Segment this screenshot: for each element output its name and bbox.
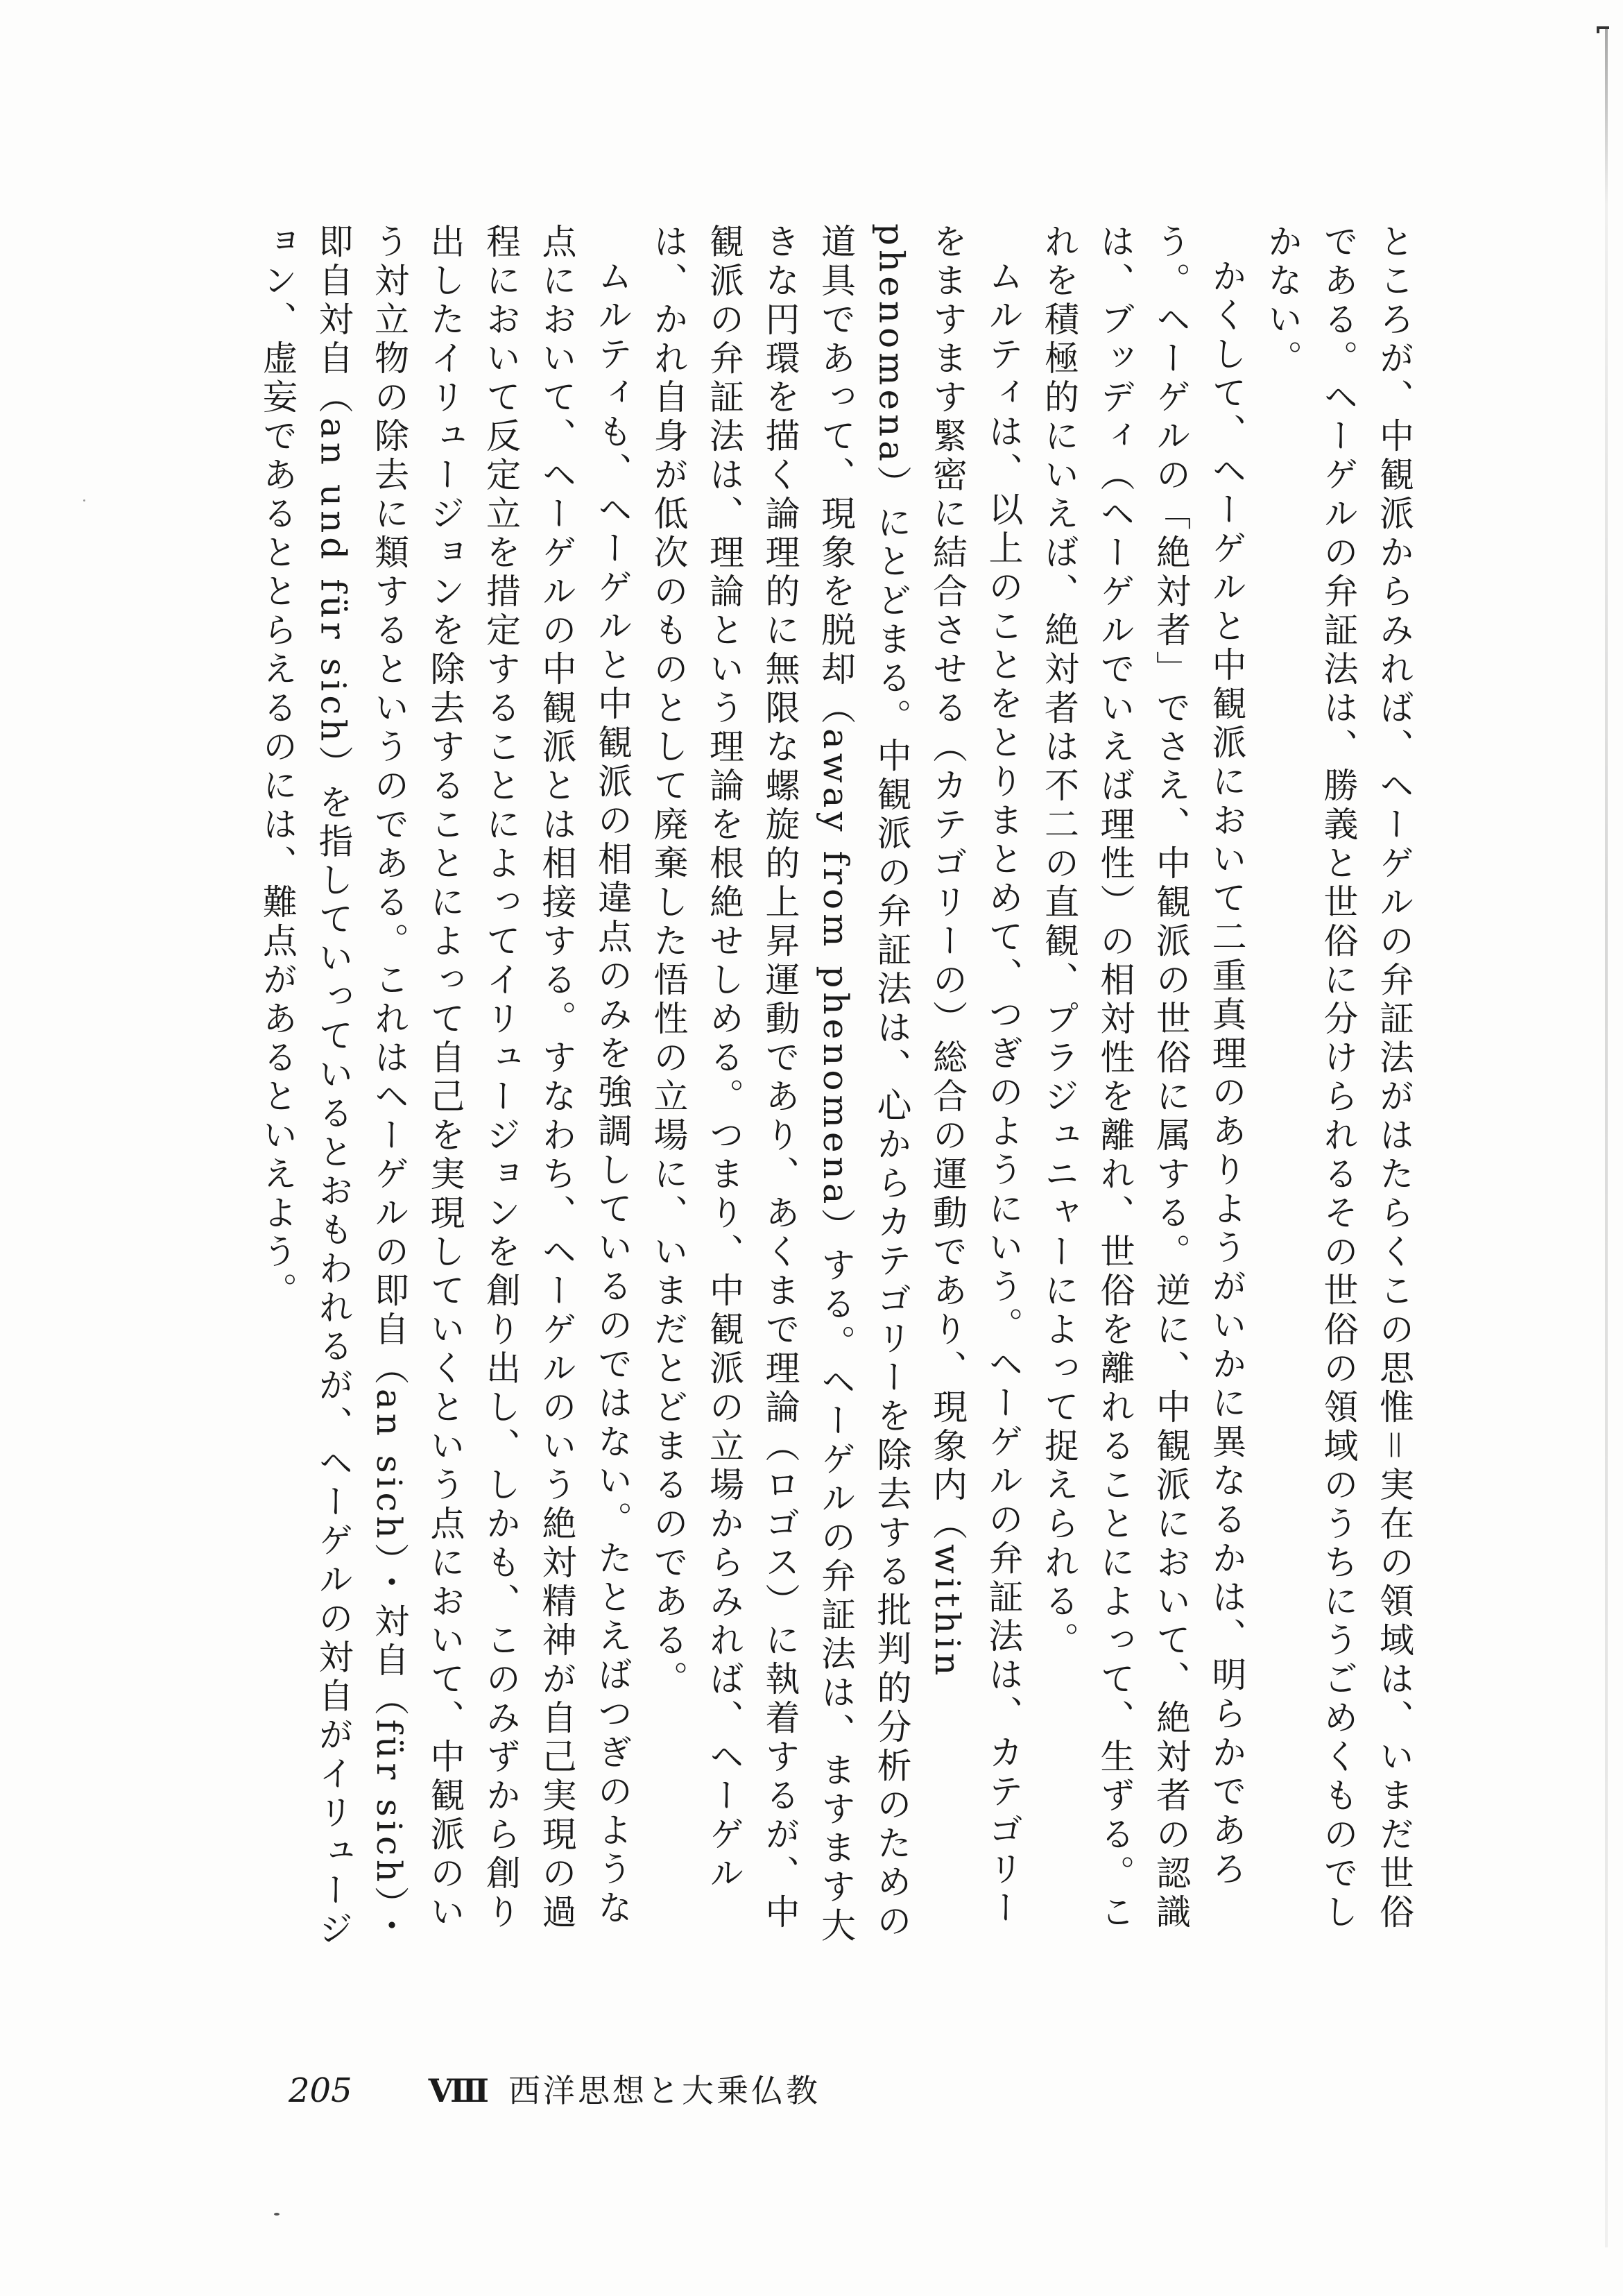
paragraph-2: かくして、ヘーゲルと中観派において二重真理のありようがいかに異なるかは、明らかであろう。ヘーゲルの「絶対者」でさえ、中観派の世俗に属する。逆に、中観派において、絶対者の認識は、ブッディ（ヘーゲルでいえば理性）の相対性を離れ、世俗を離れることによって、生ずる。これを積極的にいえば、絶対者は不二の直観、プラジュニャーによって捉えられる。 bbox=[1039, 223, 1247, 1933]
scan-corner-mark bbox=[1597, 26, 1609, 33]
paragraph-4: ムルティも、ヘーゲルと中観派の相違点のみを強調しているのではない。たとえばつぎのような点において、ヘーゲルの中観派とは相接する。すなわち、ヘーゲルのいう絶対精神が自己実現の過程において反定立を措定することによってイリュージョンを創り出し、しかも、このみずから創り出したイリュージョンを除去することによって自己を実現していくという点において、中観派のいう対立物の除去に類するというのである。これはヘーゲルの即自（an sich）・対自（für sich）・即自対自（an und für sich）を指していっているとおもわれるが、ヘーゲルの対自がイリュージョン、虚妄であるととらえるのには、難点があるといえよう。 bbox=[257, 223, 633, 1950]
scan-speck bbox=[274, 2213, 280, 2216]
scan-edge-shadow bbox=[1605, 28, 1608, 2247]
page-footer bbox=[289, 2066, 821, 2121]
chapter-number: Ⅷ bbox=[428, 2072, 490, 2109]
page-number: 205 bbox=[289, 2071, 352, 2110]
body-text bbox=[257, 223, 1422, 1951]
paragraph-3: ムルティは、以上のことをとりまとめて、つぎのようにいう。ヘーゲルの弁証法は、カテゴリーをますます緊密に結合させる（カテゴリーの）総合の運動であり、現象内（within phenomena）にとどまる。中観派の弁証法は、心からカテゴリーを除去する批判的分析のための道具であって、現象を脱却（away from phenomena）する。ヘーゲルの弁証法は、ますます大きな円環を描く論理的に無限な螺旋的上昇運動であり、あくまで理論（ロゴス）に執着するが、中観派の弁証法は、理論という理論を根絶せしめる。つまり、中観派の立場からみれば、ヘーゲルは、かれ自身が低次のものとして廃棄した悟性の立場に、いまだとどまるのである。 bbox=[648, 223, 1024, 1946]
paragraph-1: ところが、中観派からみれば、ヘーゲルの弁証法がはたらくこの思惟＝実在の領域は、いまだ世俗である。ヘーゲルの弁証法は、勝義と世俗に分けられるその世俗の領域のうちにうごめくものでしかない。 bbox=[1262, 223, 1414, 1933]
scan-speck bbox=[83, 499, 85, 502]
chapter-title: 西洋思想と大乗仏教 bbox=[508, 2072, 821, 2109]
